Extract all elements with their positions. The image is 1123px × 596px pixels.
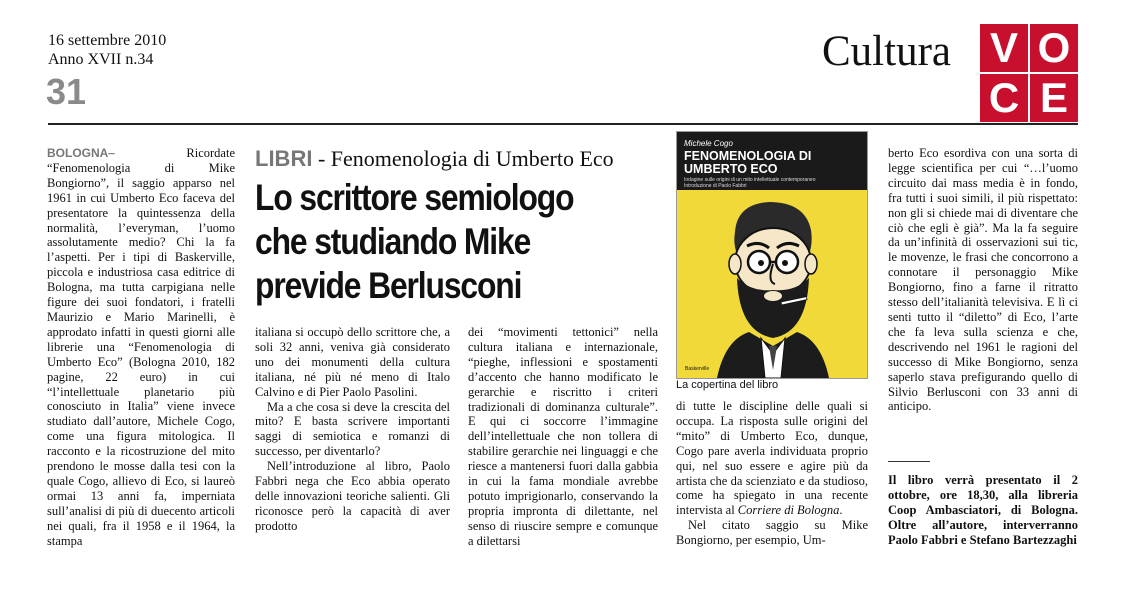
kicker-label: LIBRI [255,146,313,171]
article-column-3 [468,325,658,549]
paragraph: Ma a che cosa si deve la crescita del mito? E basta scrivere importanti saggi di semiotica e romanzi di successo, per diventarlo? [255,399,450,459]
logo-letter: E [1030,74,1078,122]
logo-letter: C [980,74,1028,122]
paragraph: dei “movimenti tettonici” nella cultura italiana e internazionale, “pieghe, inflessioni e spostamenti d’accento che hanno modificato le gerarchie e riscritto i criteri tradizionali di dominanza culturale”. E qui ci soccorre l’immagine dell’intellettuale che non tollera di stabilire gerarchie nei linguaggi e che riesce a mantenersi fuori dalla gabbia in cui la fama mondiale avrebbe potuto imprigionarlo, conservando la propria impronta di dilettante, nel senso di riuscire sempre e comunque a dilettarsi [468,325,658,548]
voce-logo [980,24,1078,122]
cover-subtitle-text: Indagine sulle origini di un mito intellettuale contemporaneo [684,177,816,183]
kicker-title: Fenomenologia di Umberto Eco [330,146,614,171]
paragraph: berto Eco esordiva con una sorta di legge scientifica per cui “…l’uomo circuito dai mass media è in fondo, fra tutti i suoi simili, il più rispettato: non gli si chiede mai di diventare che ciò che egli è già”. Ma la fa seguire da un’infinità di osservazioni sui tic, le movenze, le frasi che concorrono a connotare il personaggio Mike Bongiorno, fino a farne il ritratto stesso dell’italianità televisiva. E lì ci senti tutto il “diletto” di Eco, l’arte che fa leva sulla scienza e che, descrivendo nel 1961 le ragioni del successo di Mike Bongiorno, senza saperlo stava prefigurando quello di Silvio Berlusconi con 33 anni di anticipo. [888,146,1078,414]
kicker-separator: - [312,146,331,171]
paragraph-text: di tutte le discipline delle quali si occupa. La risposta sulle origini del “mito” di Umberto Eco, dunque, Cogo pare averla individuata proprio qui, nel suo essere e agire più da artista che da scienziato e da studioso, come ha spiegato in una recente intervista al [676,399,868,518]
logo-letter: V [980,24,1028,72]
cover-title-line: FENOMENOLOGIA DI [684,149,812,163]
cover-publisher: Baskerville [685,366,710,372]
header-rule [48,123,1078,125]
image-caption: La copertina del libro [676,379,779,391]
eco-caricature-illustration [677,132,867,378]
note-separator [888,461,930,462]
issue-number: Anno XVII n.34 [48,51,154,68]
event-note-text: Il libro verrà presentato il 2 ottobre, ore 18,30, alla libreria Coop Ambasciatori, di Bologna. Oltre all’autore, interverranno Paolo Fabbri e Stefano Bartezzaghi [888,473,1078,547]
section-title: Cultura [822,28,951,75]
column-text: – Ricordate “Fenomenologia di Mike Bongiorno”, il saggio apparso nel 1961 in cui Umberto Eco faceva del presentatore la quintessenza della normalità, l’everyman, l’uomo assolutamente medio? Chi la fa l’aspetti. Per i tipi di Baskerville, piccola e industriosa casa editrice di Bologna, ma tutta carpigiana nelle figure dei suoi fondatori, i fratelli Maurizio e Mario Marinelli, è approdato infatti in questi giorni alle librerie una “Fenomenologia di Umberto Eco” (Bologna 2010, 182 pagine, 22 euro) in cui “l’intellettuale planetario più conosciuto in Italia” viene invece studiato dall’autore, Michele Cogo, come una figura mitologica. Il racconto e la ricostruzione del mito prendono le mosse dalla tesi con la quale Cogo, allievo di Eco, si laureò ormai 13 anni fa, imperniata sull’analisi di più di duecento articoli nei quali, fra il 1958 e il 1964, la stampa [47,146,235,548]
book-cover-image [676,131,868,379]
cover-intro-text: Introduzione di Paolo Fabbri [684,183,747,189]
paragraph-text: . [839,503,843,518]
article-column-5 [888,146,1078,414]
paragraph: Nel citato saggio su Mike Bongiorno, per esempio, Um- [676,518,868,548]
cover-author: Michele Cogo [684,139,733,148]
paragraph: italiana si occupò dello scrittore che, a soli 32 anni, veniva già considerato uno dei monumenti della cultura italiana, né più né meno di Italo Calvino e di Pier Paolo Pasolini. [255,325,450,399]
article-column-2 [255,325,450,534]
headline-line: che studiando Mike [255,221,531,262]
paragraph [676,399,868,518]
headline-line: Lo scrittore semiologo [255,177,574,218]
event-note [888,473,1078,548]
article-column-4 [676,399,868,548]
dateline: BOLOGNA [47,146,109,160]
headline-line: previde Berlusconi [255,265,522,306]
issue-date: 16 settembre 2010 [48,32,167,49]
kicker [255,146,614,173]
logo-letter: O [1030,24,1078,72]
cover-title-line: UMBERTO ECO [684,162,778,176]
article-column-1 [47,146,235,548]
headline [255,176,599,308]
newspaper-name: Corriere di Bologna [737,503,840,518]
page-number: 31 [46,71,87,112]
paragraph: Nell’introduzione al libro, Paolo Fabbri nega che Eco abbia operato delle innovazioni teoriche salienti. Gli riconosce però la capacità di aver prodotto [255,459,450,533]
